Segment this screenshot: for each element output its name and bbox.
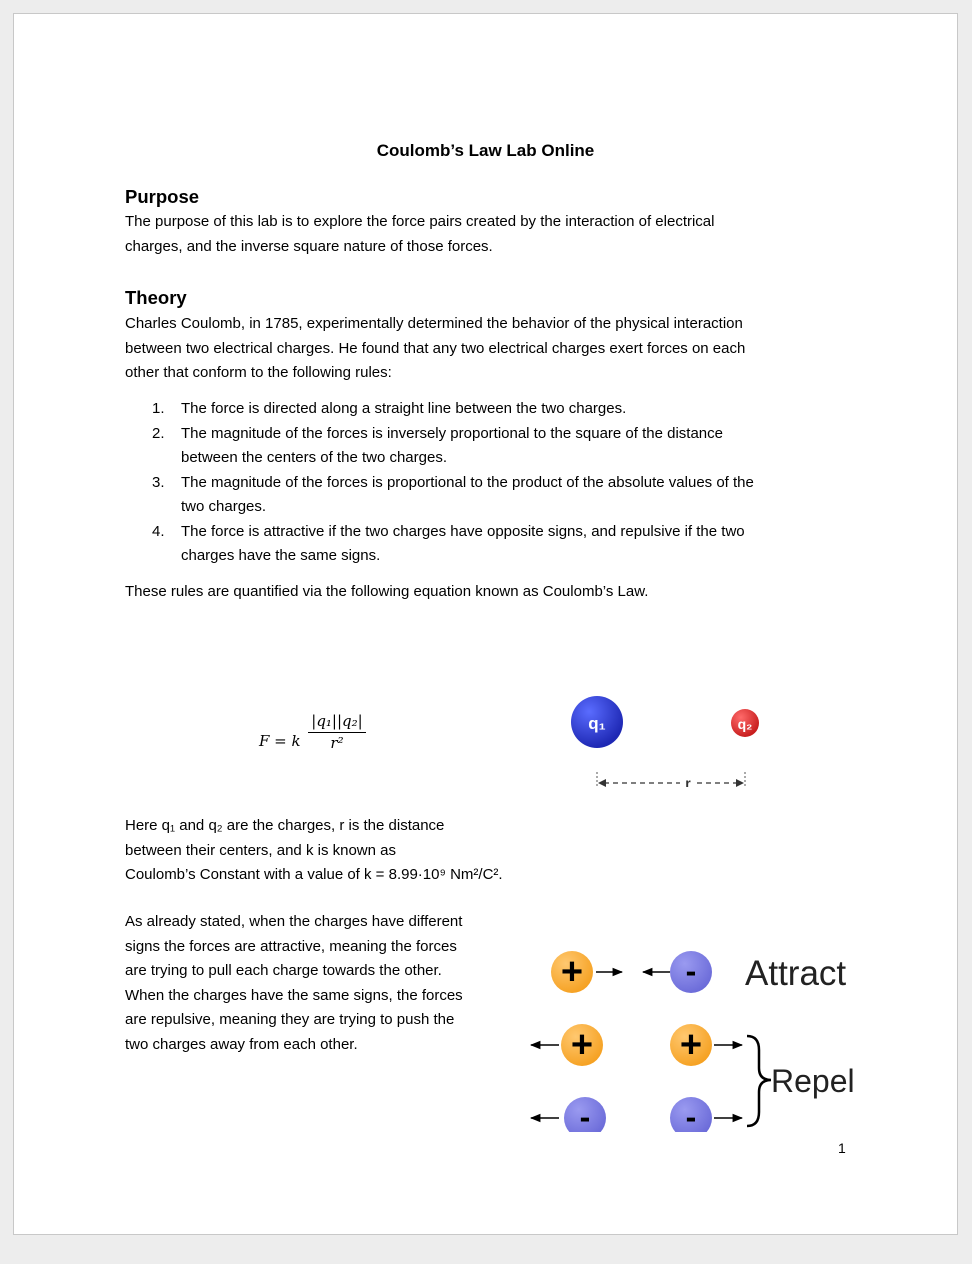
list-item-line: The force is attractive if the two charges have opposite signs, and repulsive if the two [181,522,745,540]
list-number: 4. [152,522,165,540]
attraction-line: As already stated, when the charges have different [125,913,463,930]
summary-text: These rules are quantified via the following equation known as Coulomb’s Law. [125,583,649,600]
list-number: 1. [152,400,165,417]
equation-denominator: r² [330,734,344,752]
minus-sign: - [685,953,697,989]
equation-lhs: F = k [259,732,301,750]
explanation-line: between their centers, and k is known as [125,841,396,859]
list-item [152,397,852,422]
list-item-line: charges have the same signs. [181,547,381,564]
plus-sign: + [679,1024,703,1066]
list-item [152,422,852,471]
purpose-line: charges, and the inverse square nature of those forces. [125,237,493,255]
document-title: Coulomb’s Law Lab Online [376,141,595,160]
plus-sign: + [570,1024,594,1066]
equation-numerator: |q₁||q₂| [311,712,363,730]
attract-label: Attract [745,954,847,993]
explanation-line: Coulomb’s Constant with a value of k = 8.99·10⁹ Nm²/C². [125,866,503,883]
list-item-line: The magnitude of the forces is proportional to the product of the absolute values of the [181,473,754,491]
list-item [152,520,852,569]
charge-distance-diagram [554,692,774,787]
explanation-paragraph [125,814,545,888]
theory-line: other that conform to the following rules: [125,364,392,381]
theory-paragraph [125,312,845,386]
attract-row [551,951,846,993]
attraction-line: are repulsive, meaning they are trying to push the [125,1011,455,1028]
purpose-paragraph [125,210,845,259]
repel-positive-row [531,1024,742,1066]
list-item-line: two charges. [181,498,267,515]
repel-label: Repel [771,1063,855,1099]
minus-sign: - [579,1099,591,1132]
explanation-line: Here q₁ and q₂ are the charges, r is the distance [125,817,445,834]
attraction-line: are trying to pull each charge towards the other. [125,962,442,979]
list-item-line: between the centers of the two charges. [181,449,447,466]
document-page [13,13,958,1235]
purpose-line: The purpose of this lab is to explore the force pairs created by the interaction of electrical [125,213,715,230]
repel-negative-row [531,1097,742,1132]
repel-brace [747,1036,771,1126]
theory-line: between two electrical charges. He found that any two electrical charges exert forces on each [125,339,746,357]
page-number: 1 [838,1140,846,1156]
plus-sign: + [560,951,584,993]
attract-repel-diagram [509,932,859,1132]
attraction-line: signs the forces are attractive, meaning the forces [125,937,457,955]
list-item [152,471,852,520]
attraction-line: two charges away from each other. [125,1035,358,1053]
theory-heading: Theory [125,287,187,308]
q1-label: q₁ [588,714,606,733]
theory-line: Charles Coulomb, in 1785, experimentally determined the behavior of the physical interaction [125,315,743,332]
list-item-line: The magnitude of the forces is inversely proportional to the square of the distance [181,424,723,442]
distance-label: r [685,775,691,787]
list-number: 3. [152,473,165,491]
distance-indicator [597,772,745,787]
attraction-line: When the charges have the same signs, the forces [125,986,463,1004]
attraction-paragraph [125,910,525,1057]
purpose-heading: Purpose [125,186,200,207]
q2-label: q₂ [737,716,753,732]
list-item-line: The force is directed along a straight line between the two charges. [181,400,627,417]
equation-fraction [308,710,366,753]
rules-list [152,397,852,569]
minus-sign: - [685,1099,697,1132]
list-number: 2. [152,424,165,442]
